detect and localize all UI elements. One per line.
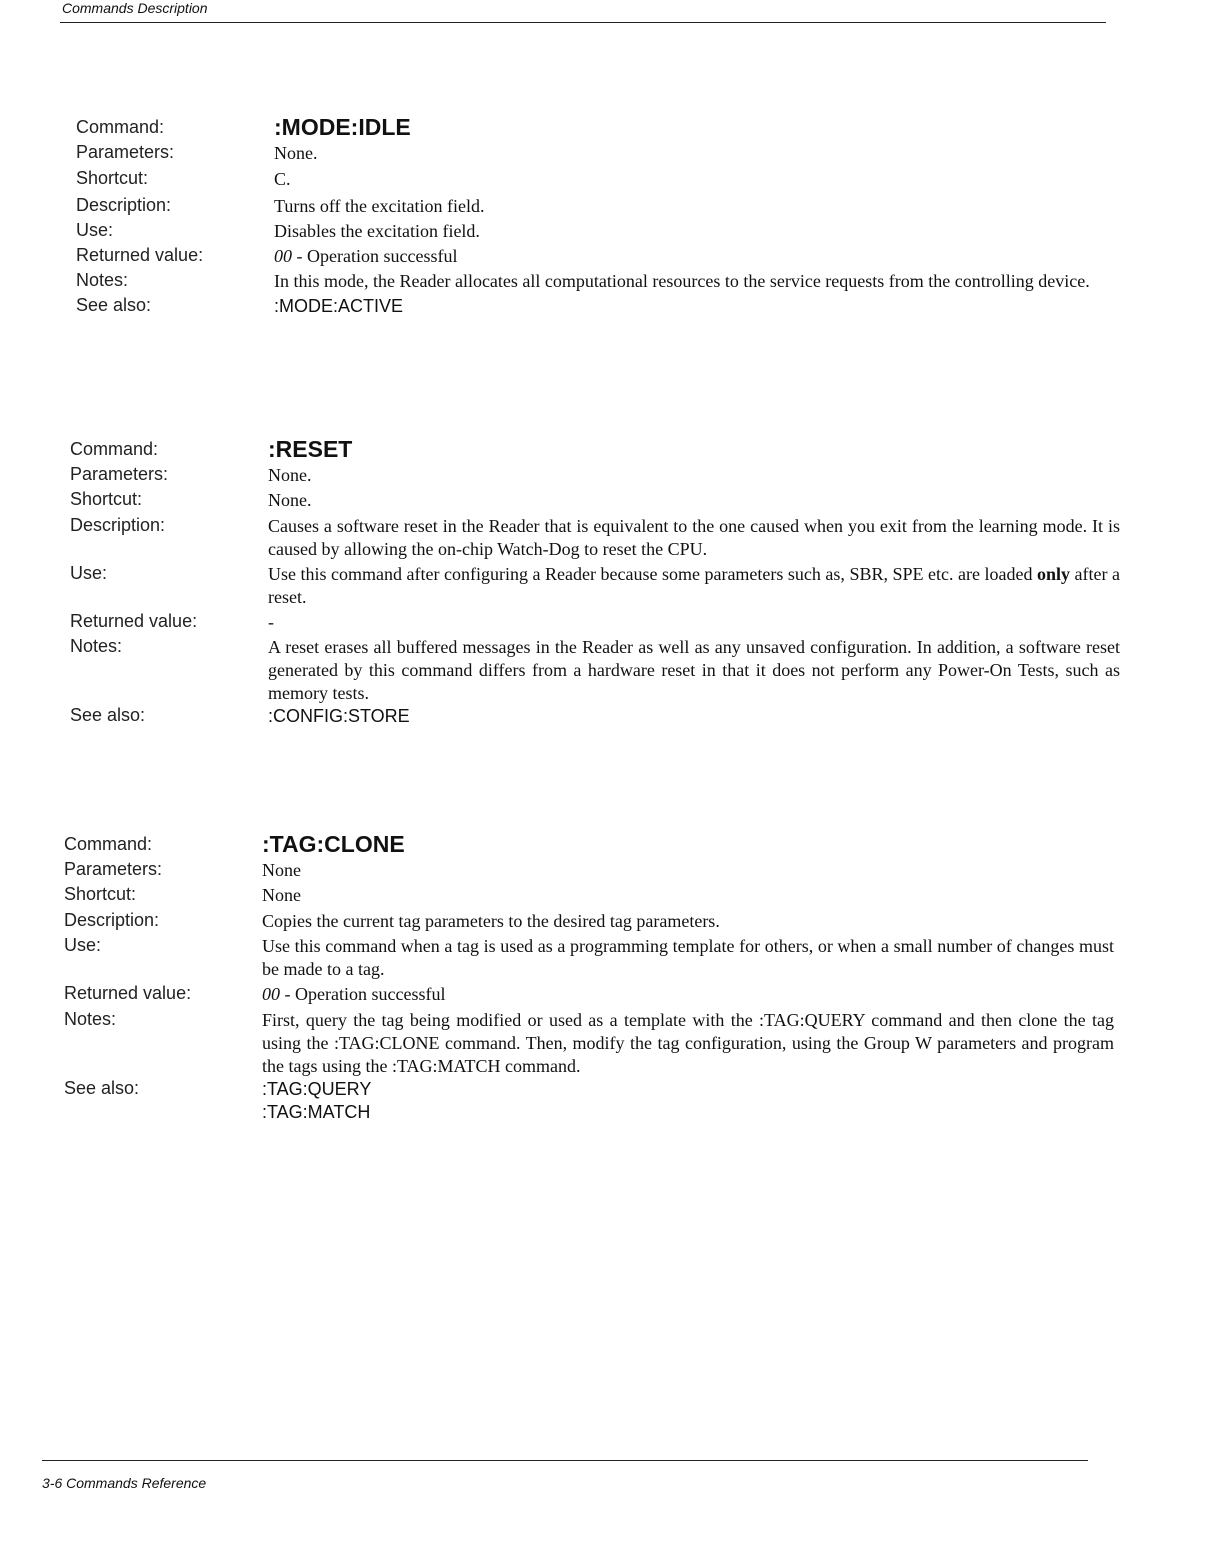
command-name: :RESET	[268, 435, 353, 462]
label-command: Command:	[70, 438, 159, 459]
label-description: Description:	[64, 910, 160, 930]
return-text: - Operation successful	[292, 246, 458, 266]
use-value: Use this command when a tag is used as a programming template for others, or when a small number of changes must be made to a tag.	[262, 936, 1114, 979]
command-block-mode-idle	[76, 112, 1126, 318]
see-also-link: :TAG:MATCH	[262, 1102, 371, 1122]
label-see-also: See also:	[76, 295, 152, 315]
notes-value: A reset erases all buffered messages in the Reader as well as any unsaved configuration. In addition, a software reset generated by this command differs from a hardware reset in that it does not perform any Power-On Tests, such as memory tests.	[268, 637, 1120, 703]
label-shortcut: Shortcut:	[64, 884, 137, 904]
use-text-end: after a reset.	[268, 564, 1120, 607]
notes-value: In this mode, the Reader allocates all computational resources to the service requests from the controlling device.	[274, 271, 1090, 291]
label-use: Use:	[70, 563, 108, 583]
parameters-value: None.	[268, 465, 312, 485]
command-block-tag-clone	[64, 829, 1114, 1124]
header-rule	[60, 22, 1106, 23]
see-also-list	[262, 1078, 1114, 1124]
description-value: Copies the current tag parameters to the desired tag parameters.	[262, 911, 720, 931]
label-returned-value: Returned value:	[64, 983, 192, 1003]
label-parameters: Parameters:	[70, 464, 169, 484]
description-value: Turns off the excitation field.	[274, 196, 485, 216]
label-shortcut: Shortcut:	[70, 489, 143, 509]
label-notes: Notes:	[76, 270, 129, 290]
description-value: Causes a software reset in the Reader that is equivalent to the one caused when you exit from the learning mode. It is caused by allowing the on-chip Watch-Dog to reset the CPU.	[268, 516, 1120, 559]
label-returned-value: Returned value:	[76, 245, 204, 265]
page-header: Commands Description	[62, 0, 208, 16]
label-see-also: See also:	[64, 1078, 140, 1098]
label-notes: Notes:	[70, 636, 123, 656]
see-also-link: :CONFIG:STORE	[268, 706, 410, 726]
return-code: 00	[262, 984, 280, 1004]
label-parameters: Parameters:	[76, 142, 175, 162]
shortcut-value: None	[262, 885, 301, 905]
see-also-link: :MODE:ACTIVE	[274, 296, 404, 316]
label-see-also: See also:	[70, 705, 146, 725]
returned-value	[262, 983, 1114, 1006]
label-notes: Notes:	[64, 1009, 117, 1029]
page-footer: 3-6 Commands Reference	[42, 1475, 207, 1491]
label-command: Command:	[64, 833, 153, 854]
parameters-value: None	[262, 860, 301, 880]
shortcut-value: None.	[268, 490, 312, 510]
label-returned-value: Returned value:	[70, 611, 198, 631]
see-also-link: :TAG:QUERY	[262, 1079, 372, 1099]
label-description: Description:	[76, 195, 172, 215]
command-name: :TAG:CLONE	[262, 830, 405, 857]
footer-rule	[42, 1460, 1088, 1461]
returned-value: -	[268, 612, 274, 632]
command-name: :MODE:IDLE	[274, 113, 411, 140]
shortcut-value: C.	[274, 169, 291, 189]
label-command: Command:	[76, 116, 165, 137]
returned-value	[274, 245, 1126, 268]
parameters-value: None.	[274, 143, 318, 163]
notes-value: First, query the tag being modified or used as a template with the :TAG:QUERY command and then clone the tag using the :TAG:CLONE command. Then, modify the tag configuration, using the Group W parameters and program the tags using the :TAG:MATCH command.	[262, 1010, 1114, 1076]
return-code: 00	[274, 246, 292, 266]
use-text: Use this command after configuring a Reader because some parameters such as, SBR, SPE etc. are loaded	[268, 564, 1037, 584]
label-shortcut: Shortcut:	[76, 168, 149, 188]
return-text: - Operation successful	[280, 984, 446, 1004]
use-value	[268, 563, 1120, 609]
label-use: Use:	[64, 935, 102, 955]
label-parameters: Parameters:	[64, 859, 163, 879]
use-value: Disables the excitation field.	[274, 221, 480, 241]
use-emphasis: only	[1036, 564, 1070, 584]
label-use: Use:	[76, 220, 114, 240]
command-block-reset	[70, 434, 1120, 728]
label-description: Description:	[70, 515, 166, 535]
